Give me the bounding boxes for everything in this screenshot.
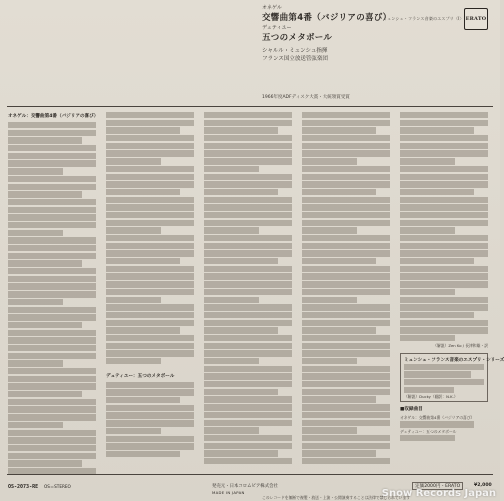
text-line [8, 414, 96, 420]
text-line [204, 112, 292, 118]
text-line [106, 204, 194, 210]
text-line [204, 304, 292, 310]
text-line [302, 135, 390, 141]
text-line [204, 450, 278, 456]
text-line [8, 145, 96, 151]
commentary-credit: （解説）Zen Ko / 長津和雄・訳 [433, 342, 488, 348]
text-line [106, 358, 161, 364]
text-line [302, 197, 390, 203]
text-line [302, 412, 390, 418]
text-line [8, 130, 96, 136]
text-line [302, 289, 390, 295]
text-line [302, 273, 390, 279]
text-line [400, 181, 488, 187]
text-line [106, 112, 194, 118]
column-4 [302, 112, 390, 470]
text-line [106, 127, 180, 133]
text-line [302, 396, 376, 402]
text-line [400, 250, 488, 256]
text-line [302, 212, 390, 218]
text-line [302, 312, 390, 318]
record-title-block [262, 4, 462, 63]
composer-1: オネゲル [262, 5, 282, 11]
text-line [204, 373, 292, 379]
text-line [404, 371, 471, 377]
text-line [8, 176, 96, 182]
text-line [204, 127, 278, 133]
text-line [204, 266, 292, 272]
text-line [204, 289, 292, 295]
text-line [106, 243, 194, 249]
text-line [204, 381, 292, 387]
text-line [8, 368, 96, 374]
text-line [400, 197, 488, 203]
text-line [106, 166, 194, 172]
recording-track-1: オネゲル：交響曲第4番（バジリアの喜び） [400, 415, 475, 421]
text-line [204, 443, 292, 449]
top-rule [7, 106, 493, 107]
publisher: 発売元・日本コロムビア株式会社 [212, 484, 278, 489]
text-line [204, 343, 292, 349]
price: ¥2,000 [474, 483, 492, 488]
column-5 [400, 112, 504, 470]
text-line [302, 443, 390, 449]
text-line [106, 420, 194, 426]
text-line [302, 127, 376, 133]
text-line [302, 304, 390, 310]
text-line [106, 350, 194, 356]
text-line [302, 258, 376, 264]
text-line [204, 435, 292, 441]
text-line [204, 404, 292, 410]
text-line [204, 281, 292, 287]
text-line [302, 112, 390, 118]
text-line [400, 289, 455, 295]
text-line [106, 197, 194, 203]
text-line [8, 330, 96, 336]
text-line [8, 430, 96, 436]
text-line [404, 387, 454, 393]
text-line [400, 174, 488, 180]
text-line [204, 150, 292, 156]
text-line [302, 227, 357, 233]
text-line [8, 376, 96, 382]
text-line [302, 281, 390, 287]
text-line [204, 366, 292, 372]
text-line [8, 153, 96, 159]
text-line [8, 276, 96, 282]
text-line [400, 135, 488, 141]
text-line [106, 405, 194, 411]
text-line [400, 312, 474, 318]
text-line [8, 260, 82, 266]
stereo-tag: OS＝STEREO [44, 484, 71, 489]
price-code: 定価2000円・ERATO [412, 482, 463, 490]
text-line [106, 397, 180, 403]
text-line [8, 307, 96, 313]
text-line [106, 143, 194, 149]
text-line [302, 389, 390, 395]
text-line [204, 204, 292, 210]
text-line [204, 258, 278, 264]
text-line [8, 460, 82, 466]
text-line [106, 436, 194, 442]
text-line [302, 297, 357, 303]
text-line [204, 243, 292, 249]
text-line [302, 327, 376, 333]
text-line [400, 243, 488, 249]
text-line [204, 220, 292, 226]
text-line [106, 304, 194, 310]
text-line [302, 458, 390, 464]
text-line [302, 266, 390, 272]
text-line [204, 350, 292, 356]
text-line [302, 366, 390, 372]
text-line [204, 335, 292, 341]
text-line [8, 322, 82, 328]
work-title-2: 五つのメタボール [262, 33, 333, 43]
column-2 [106, 112, 194, 470]
text-line [106, 327, 180, 333]
text-line [400, 189, 474, 195]
text-line [106, 258, 180, 264]
text-line [302, 235, 390, 241]
orchestra: フランス国立放送管弦楽団 [262, 55, 328, 62]
text-line [302, 150, 390, 156]
text-line [8, 253, 96, 259]
text-line [8, 299, 63, 305]
text-line [204, 458, 292, 464]
text-line [302, 373, 390, 379]
text-line [8, 391, 82, 397]
text-line [106, 297, 161, 303]
text-line [302, 243, 390, 249]
text-line [8, 160, 96, 166]
text-line [400, 227, 455, 233]
text-line [106, 235, 194, 241]
text-line [302, 435, 390, 441]
text-line [400, 235, 488, 241]
text-line [204, 273, 292, 279]
text-line [204, 320, 292, 326]
text-line [8, 214, 96, 220]
text-line [8, 207, 96, 213]
text-line [400, 320, 488, 326]
text-line [8, 360, 63, 366]
text-line [400, 304, 488, 310]
text-line [400, 143, 488, 149]
text-line [204, 396, 292, 402]
composer-2: デュティユー [262, 25, 292, 31]
text-line [106, 181, 194, 187]
logo-text: ERATO [465, 16, 487, 22]
text-line [8, 345, 96, 351]
text-line [400, 166, 488, 172]
text-line [204, 312, 292, 318]
text-line [106, 335, 194, 341]
text-line [106, 389, 194, 395]
text-line [400, 273, 488, 279]
text-line [400, 150, 488, 156]
text-line [400, 112, 488, 118]
text-line [204, 235, 292, 241]
text-line [8, 353, 96, 359]
text-line [302, 189, 376, 195]
text-line [8, 406, 96, 412]
series-box-note: （解説）Ducky（翻訳：N.K.） [404, 394, 458, 400]
text-line [302, 427, 357, 433]
erato-logo [464, 8, 488, 30]
watermark: Snow Records Japan [381, 488, 496, 499]
text-line [106, 135, 194, 141]
text-line [106, 382, 194, 388]
text-line [106, 120, 194, 126]
text-line [8, 222, 96, 228]
series-name: ミュンシュ・フランス音楽のエスプリ〈Ⅰ〉 [383, 16, 464, 21]
text-line [8, 237, 96, 243]
text-line [400, 204, 488, 210]
text-line [400, 281, 488, 287]
body-columns [8, 112, 504, 482]
text-line [302, 143, 390, 149]
text-line [204, 120, 292, 126]
text-line [106, 273, 194, 279]
text-line [400, 220, 488, 226]
text-line [204, 327, 278, 333]
section-heading-2: デュティユー：五つのメタボール [106, 373, 175, 379]
text-line [106, 250, 194, 256]
text-line [106, 266, 194, 272]
catalog-number: OS-2073-RE [8, 484, 39, 490]
text-line [400, 327, 488, 333]
text-line [204, 420, 292, 426]
text-line [106, 320, 194, 326]
work-title-1: 交響曲第4番（バジリアの喜び） [262, 13, 392, 23]
text-line [204, 212, 292, 218]
text-line [400, 127, 474, 133]
text-line [204, 197, 292, 203]
text-line [302, 204, 390, 210]
text-line [8, 453, 96, 459]
text-line [302, 381, 390, 387]
text-line [302, 335, 390, 341]
text-line [8, 422, 63, 428]
copyright-warning: このレコードを無断で複製・放送・上演・公開演奏することは法律で禁じられています [262, 495, 411, 500]
column-3 [204, 112, 292, 470]
text-line [8, 191, 82, 197]
text-line [106, 343, 194, 349]
text-line [204, 158, 292, 164]
text-line [302, 250, 390, 256]
text-line [204, 358, 259, 364]
text-line [106, 428, 161, 434]
text-line [8, 399, 96, 405]
text-line [106, 289, 194, 295]
header [0, 0, 500, 112]
text-line [204, 143, 292, 149]
bottom-rule [7, 474, 493, 475]
text-line [204, 174, 292, 180]
section-heading-1: オネゲル：交響曲第4番（バジリアの喜び） [8, 114, 99, 119]
text-line [8, 291, 96, 297]
text-line [8, 199, 96, 205]
column-1 [8, 112, 99, 470]
text-line [106, 189, 180, 195]
text-line [8, 168, 63, 174]
text-line [400, 297, 488, 303]
text-line [302, 320, 390, 326]
text-line [106, 412, 194, 418]
text-line [400, 120, 488, 126]
text-line [204, 166, 259, 172]
text-line [8, 283, 96, 289]
text-line [302, 174, 390, 180]
conductor: シャルル・ミュンシュ指揮 [262, 48, 328, 54]
text-line [8, 437, 96, 443]
text-line [106, 312, 194, 318]
text-line [302, 420, 390, 426]
series-box-title: ミュンシュ・フランス音楽のエスプリ・シリーズ [404, 357, 504, 363]
text-line [106, 281, 194, 287]
text-line [8, 122, 96, 128]
text-line [204, 189, 278, 195]
text-line [400, 435, 455, 441]
text-line [106, 220, 194, 226]
text-line [204, 181, 292, 187]
text-line [400, 258, 474, 264]
recording-note: 1966年度ADFディスク大賞・大統領賞受賞 [262, 95, 350, 100]
series-box [400, 353, 504, 403]
text-line [8, 230, 63, 236]
text-line [400, 266, 488, 272]
text-line [302, 343, 390, 349]
text-line [302, 450, 376, 456]
text-line [106, 443, 194, 449]
text-line [204, 297, 259, 303]
text-line [8, 245, 96, 251]
text-line [8, 314, 96, 320]
text-line [106, 150, 194, 156]
text-line [8, 184, 96, 190]
text-line [302, 404, 390, 410]
text-line [302, 120, 390, 126]
text-line [400, 335, 455, 341]
recording-data-title: ■収録曲目 [400, 407, 423, 413]
recording-track-2: デュティユー：五つのメタボール [400, 429, 457, 435]
text-line [400, 421, 474, 427]
text-line [106, 227, 161, 233]
text-line [106, 451, 180, 457]
text-line [302, 158, 357, 164]
text-line [204, 389, 278, 395]
text-line [302, 350, 390, 356]
text-line [204, 135, 292, 141]
text-line [400, 158, 455, 164]
text-line [204, 427, 259, 433]
text-line [302, 181, 390, 187]
text-line [106, 174, 194, 180]
text-line [8, 137, 82, 143]
text-line [106, 158, 161, 164]
text-line [404, 364, 484, 370]
text-line [8, 337, 96, 343]
text-line [400, 212, 488, 218]
text-line [302, 166, 390, 172]
text-line [204, 412, 292, 418]
text-line [8, 268, 96, 274]
text-line [8, 383, 96, 389]
text-line [302, 220, 390, 226]
text-line [204, 250, 292, 256]
text-line [404, 379, 484, 385]
text-line [8, 445, 96, 451]
made-in: MADE IN JAPAN [212, 490, 245, 495]
text-line [302, 358, 357, 364]
text-line [106, 212, 194, 218]
text-line [204, 227, 259, 233]
